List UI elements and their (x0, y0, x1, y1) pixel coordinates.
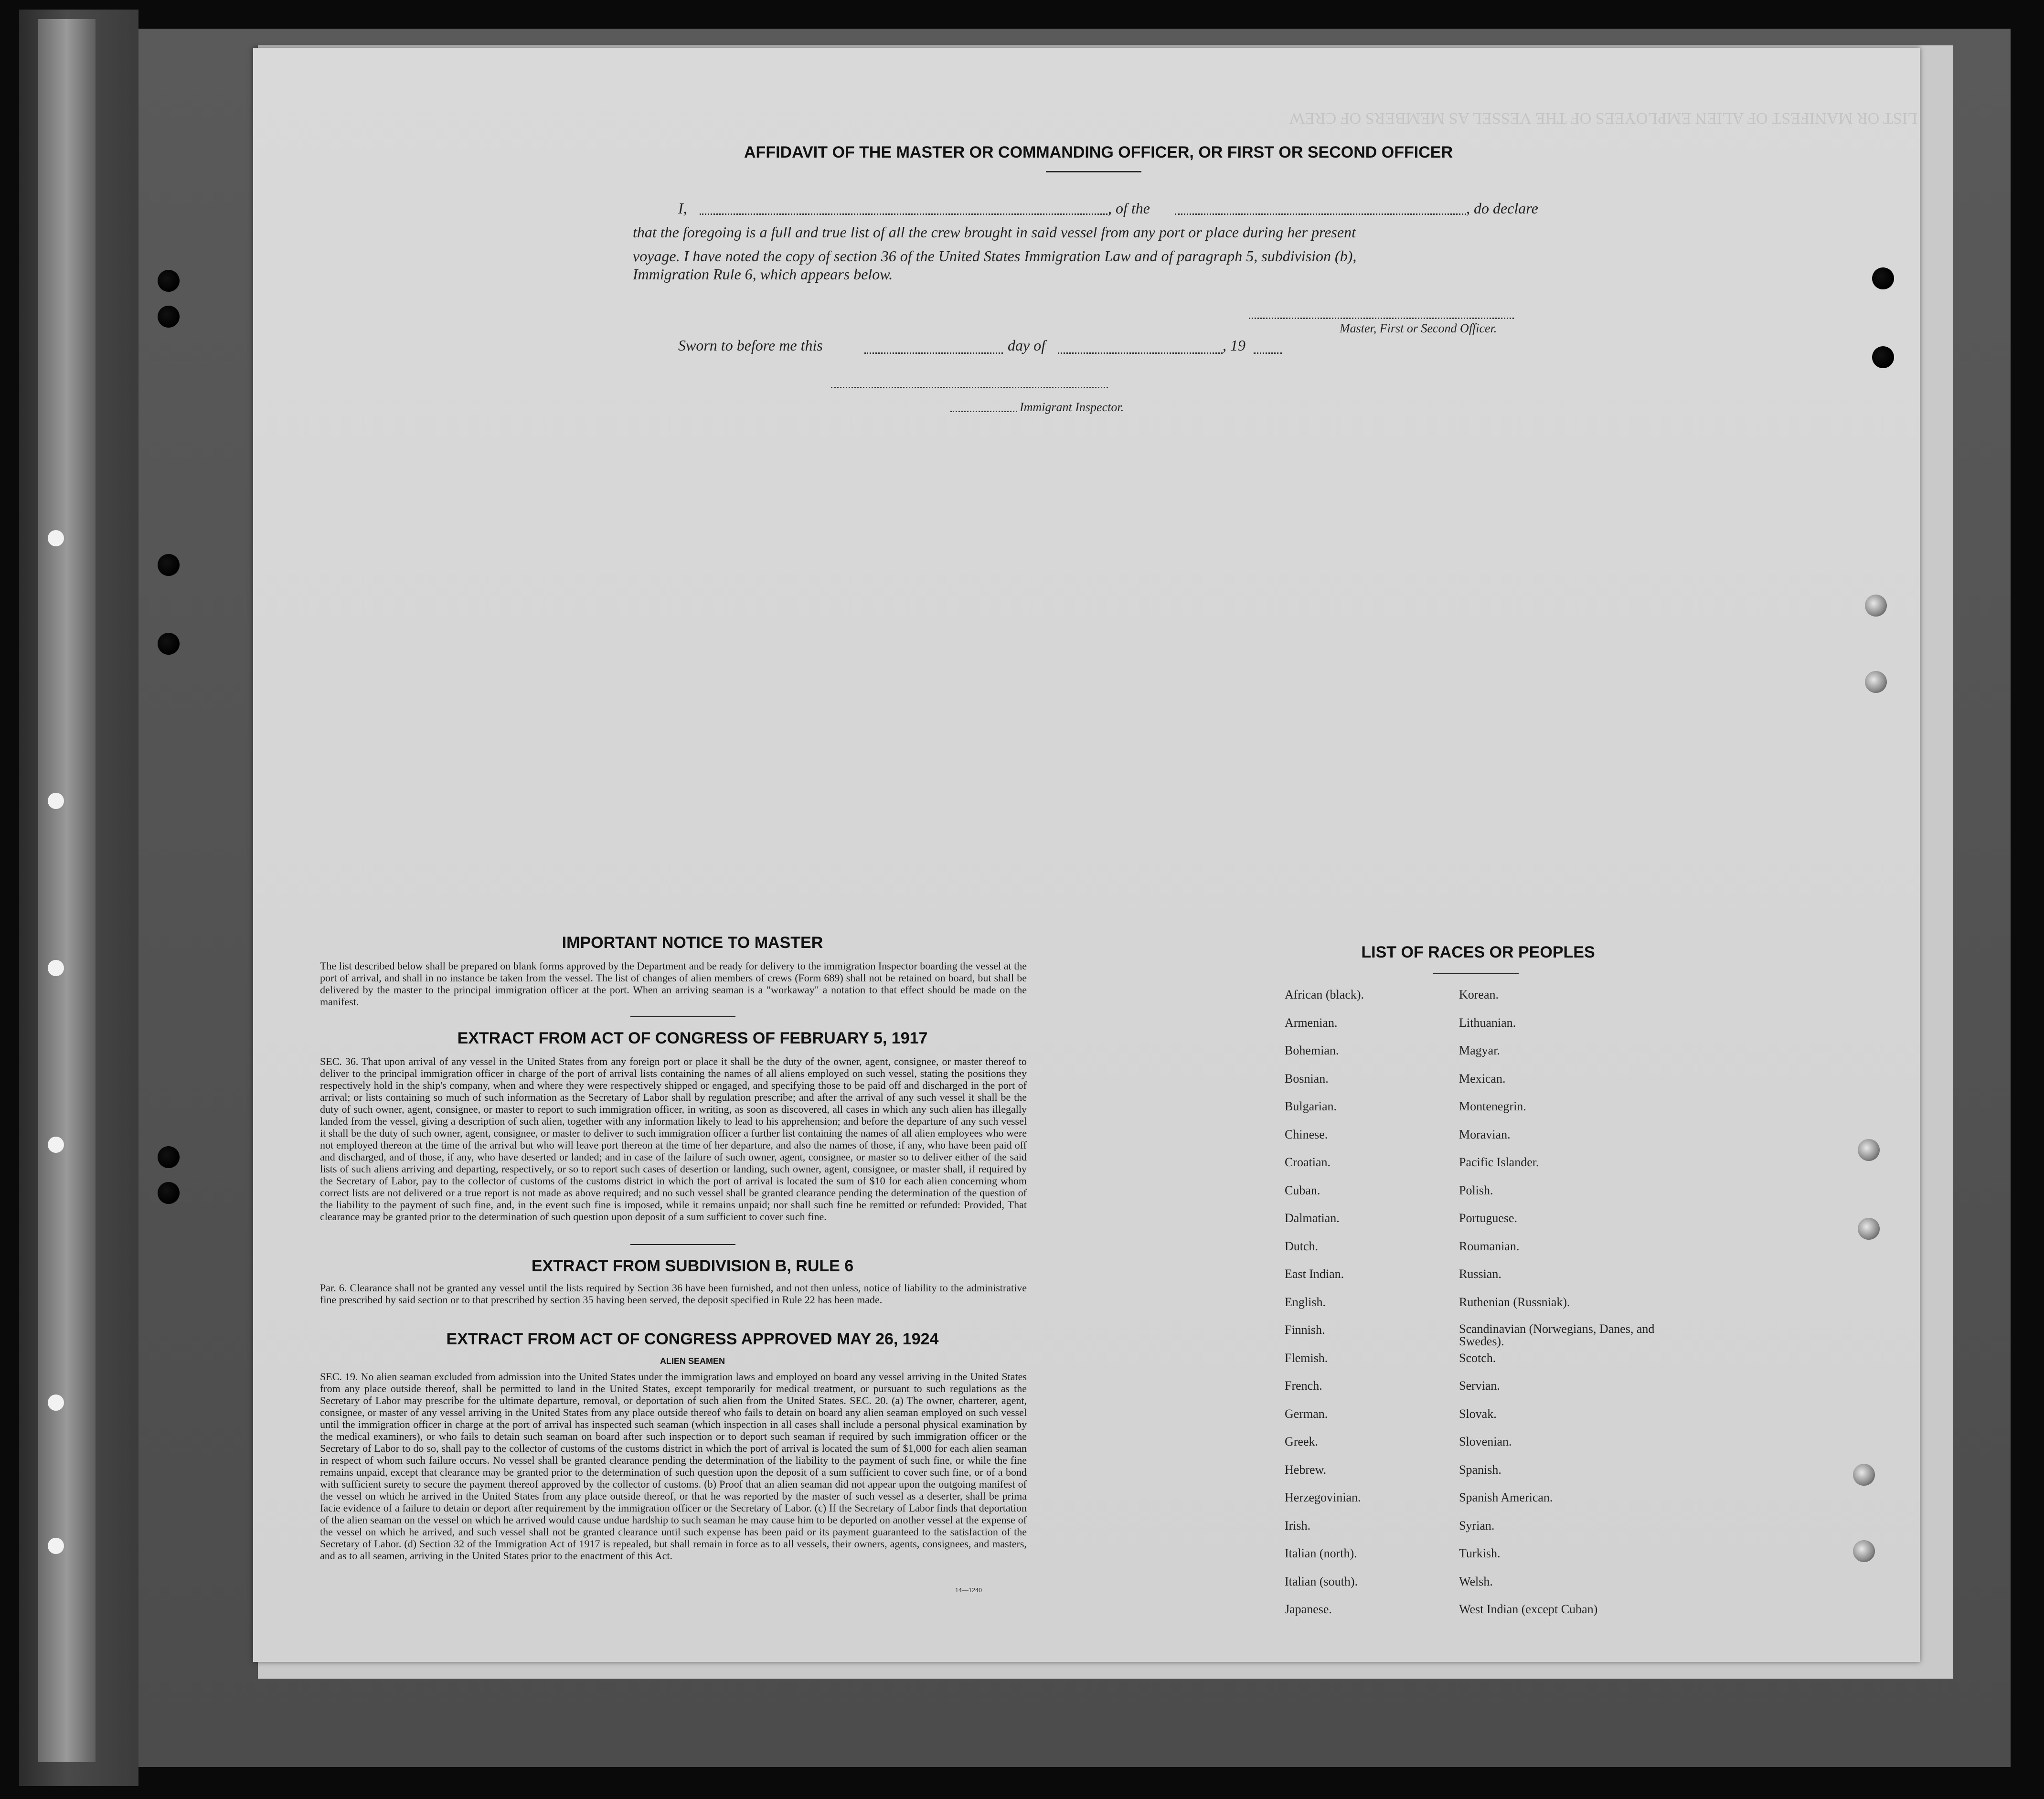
race-item: Slovenian. (1459, 1435, 1512, 1448)
punch-hole (158, 1182, 180, 1204)
binder-hole (48, 960, 64, 976)
punch-hole (1872, 267, 1894, 289)
race-item: Bosnian. (1285, 1071, 1329, 1086)
race-item: Dalmatian. (1285, 1211, 1340, 1225)
race-item: English. (1285, 1295, 1326, 1309)
sworn-day-line[interactable] (864, 352, 1003, 354)
race-item: Cuban. (1285, 1183, 1320, 1197)
affidavit-line-2: that the foregoing is a full and true list of all the crew brought in said vessel from any port or place during her present (633, 224, 1356, 241)
divider (630, 1244, 735, 1245)
race-item: West Indian (except Cuban) (1459, 1602, 1598, 1616)
race-item: Hebrew. (1285, 1462, 1327, 1477)
punch-hole (1858, 1139, 1880, 1161)
divider (630, 1016, 735, 1017)
inspector-label: Immigrant Inspector. (1020, 400, 1124, 414)
binder-hole (48, 530, 64, 546)
punch-hole (1853, 1464, 1875, 1486)
extract-1924-text: SEC. 19. No alien seaman excluded from admission into the United States under the immigration laws and employed on board any vessel arriving in the United States from any place outside thereof, shall be permitted to land in the United States, except temporarily for medical treatment, or pursuant to such regulations as the Secretary of Labor may prescribe for the ultimate departure, removal, or deportation of such alien from the United States. SEC. 20. (a) The owner, charterer, agent, consignee, or master of any vessel arriving in the United States from any place outside thereof who fails to detain on board any alien seaman employed on such vessel until the immigration officer in charge at the port of arrival has inspected such seaman (which inspection in all cases shall include a personal physical examination by the medical examiners), or who fails to detain such seaman on board after such inspection or to deport such seaman if required by such immigration officer or the Secretary of Labor to do so, shall pay to the collector of customs of the customs district in which the port of arrival is located the sum of $1,000 for each alien seaman in respect of whom such failure occurs. No vessel shall be granted clearance pending the determination of the liability to the payment of such fine, or while the fine remains unpaid, except that clearance may be granted prior to the determination of such question upon the deposit of a sum sufficient to cover such fine, or of a bond with sufficient surety to secure the payment thereof approved by the collector of customs. (b) Proof that an alien seaman did not appear upon the outgoing manifest of the vessel on which he arrived in the United States from any place outside thereof, or that he was reported by the master of such vessel as a deserter, shall be prima facie evidence of a failure to detain or deport after requirement by the immigration officer or the Secretary of Labor. (c) If the Secretary of Labor finds that deportation of the alien seaman on the vessel on which he arrived would cause undue hardship to such seaman he may cause him to be deported on another vessel at the expense of the vessel on which he arrived, and such vessel shall not be granted clearance until such expense has been paid or its payment guaranteed to the satisfaction of the Secretary of Labor. (d) Section 32 of the Immigration Act of 1917 is repealed, but shall remain in force as to all vessels, their owners, agents, consignees, and masters, and as to all seamen, arriving in the United States prior to the enactment of this Act. (320, 1371, 1027, 1562)
races-title: LIST OF RACES OR PEOPLES (1361, 943, 1595, 961)
affidavit-i: I, (678, 200, 687, 217)
punch-hole (1865, 671, 1887, 693)
rule6-text: Par. 6. Clearance shall not be granted any vessel until the lists required by Section 36 have been furnished, and not then unless, notice of liability to the administrative fine prescribed by said section or to that prescribed by section 35 having been served, the deposit specified in Rule 22 has been made. (320, 1282, 1027, 1306)
race-item: Mexican. (1459, 1071, 1506, 1086)
punch-hole (1853, 1540, 1875, 1562)
race-item: Servian. (1459, 1379, 1500, 1393)
race-item: Japanese. (1285, 1602, 1332, 1616)
binder-hole (48, 1394, 64, 1411)
punch-hole (1865, 595, 1887, 617)
race-item: Dutch. (1285, 1239, 1319, 1253)
master-signature-line[interactable] (1249, 318, 1514, 319)
vessel-line[interactable] (1175, 213, 1466, 215)
punch-hole (158, 554, 180, 576)
sworn-month-line[interactable] (1058, 352, 1223, 354)
race-item: African (black). (1285, 988, 1364, 1001)
race-item: Roumanian. (1459, 1239, 1520, 1253)
punch-hole (158, 1146, 180, 1168)
race-item: Slovak. (1459, 1406, 1497, 1421)
punch-hole (158, 306, 180, 328)
race-item: Pacific Islander. (1459, 1155, 1539, 1169)
punch-hole (1872, 346, 1894, 368)
binder-strip (38, 19, 96, 1762)
extract-1917-text: SEC. 36. That upon arrival of any vessel in the United States from any foreign port or place it shall be the duty of the owner, agent, consignee, or master thereof to deliver to the principal immigration officer in charge of the port of arrival lists containing the names of all aliens employed on such vessel, stating the positions they respectively hold in the ship's company, when and where they were respectively shipped or engaged, and specifying those to be paid off and discharged in the port of arrival; or lists containing so much of such information as the Secretary of Labor shall by regulation prescribe; and after the arrival of any such vessel it shall be the duty of such owner, agent, consignee, or master to report to such immigration officer, in writing, as soon as discovered, all cases in which any such alien has illegally landed from the vessel, giving a description of such alien, together with any information likely to lead to his apprehension; and before the departure of any such vessel it shall be the duty of such owner, agent, consignee, or master to deliver to such immigration officer a further list containing the names of all alien employees who were not employed thereon at the time of the arrival but who will leave port thereon at the time of her departure, and also the names of those, if any, who have been paid off and discharged, and of those, if any, who have deserted or landed; and in case of the failure of such owner, agent, consignee, or master so to deliver either of the said lists of such aliens arriving and departing, respectively, or so to report such cases of desertion or landing, such owner, agent, consignee, or master shall, if required by the Secretary of Labor, pay to the collector of customs of the customs district in which the port of arrival is located the sum of $10 for each alien concerning whom correct lists are not delivered or a true report is not made as above required; and no such vessel shall be granted clearance pending the determination of the question of the liability to the payment of such fine, and, in the event such fine is imposed, while it remains unpaid; nor shall such fine be remitted or refunded: Provided, That clearance may be granted prior to the determination of such question upon deposit of a sum sufficient to cover such fine. (320, 1055, 1027, 1223)
affidavit-of-the: , of the (1108, 200, 1150, 217)
divider (1433, 973, 1519, 974)
race-item: Italian (south). (1285, 1574, 1358, 1588)
race-item: Polish. (1459, 1183, 1493, 1197)
race-item: French. (1285, 1379, 1322, 1393)
race-item: Scotch. (1459, 1351, 1496, 1365)
race-item: Greek. (1285, 1435, 1319, 1448)
punch-hole (158, 633, 180, 655)
race-item: Portuguese. (1459, 1211, 1518, 1225)
race-item: Irish. (1285, 1518, 1311, 1533)
race-item: Korean. (1459, 988, 1499, 1001)
year-text: , 19 (1223, 337, 1246, 354)
sworn-year-line[interactable] (1254, 352, 1282, 354)
inspector-dots (950, 411, 1017, 412)
race-item: Italian (north). (1285, 1546, 1357, 1560)
race-item: Scandinavian (Norwegians, Danes, and Swedes). (1459, 1322, 1655, 1348)
race-item: Ruthenian (Russniak). (1459, 1295, 1570, 1309)
punch-hole (158, 270, 180, 292)
race-item: Welsh. (1459, 1574, 1493, 1588)
day-of-text: day of (1008, 337, 1046, 354)
races-column-2 (1459, 988, 1669, 1630)
race-item: East Indian. (1285, 1267, 1344, 1281)
race-item: Syrian. (1459, 1518, 1495, 1533)
master-signature-label: Master, First or Second Officer. (1340, 321, 1497, 335)
race-item: Spanish American. (1459, 1490, 1553, 1504)
races-column-1 (1285, 988, 1457, 1630)
sworn-text: Sworn to before me this (678, 337, 823, 354)
form-number: 14—1240 (955, 1587, 982, 1594)
rule6-title: EXTRACT FROM SUBDIVISION B, RULE 6 (531, 1257, 854, 1275)
race-item: Herzegovinian. (1285, 1490, 1361, 1504)
affidavit-title: AFFIDAVIT OF THE MASTER OR COMMANDING OFFICER, OR FIRST OR SECOND OFFICER (744, 143, 1453, 161)
race-item: Chinese. (1285, 1127, 1328, 1141)
race-item: Bulgarian. (1285, 1099, 1337, 1113)
binder-hole (48, 793, 64, 809)
extract-1917-title: EXTRACT FROM ACT OF CONGRESS OF FEBRUARY 5, 1917 (457, 1029, 928, 1047)
race-item: Croatian. (1285, 1155, 1331, 1169)
name-line[interactable] (700, 213, 1110, 215)
affidavit-line-4: Immigration Rule 6, which appears below. (633, 266, 893, 283)
race-item: Flemish. (1285, 1351, 1328, 1365)
race-item: German. (1285, 1406, 1328, 1421)
race-item: Bohemian. (1285, 1043, 1339, 1057)
race-item: Magyar. (1459, 1043, 1500, 1057)
race-item: Moravian. (1459, 1127, 1511, 1141)
binder-hole (48, 1538, 64, 1554)
notice-text: The list described below shall be prepared on blank forms approved by the Department and be ready for delivery to the immigration Inspector boarding the vessel at the port of arrival, and shall in no instance be taken from the vessel. The list of changes of alien members of crews (Form 689) shall not be retained on board, but shall be delivered by the master to the principal immigration officer at the port. When an arriving seaman is a "workaway" a notation to that effect should be made on the manifest. (320, 960, 1027, 1008)
race-item: Armenian. (1285, 1015, 1338, 1030)
affidavit-line-3: voyage. I have noted the copy of section 36 of the United States Immigration Law and of paragraph 5, subdivision (b), (633, 247, 1357, 265)
punch-hole (1858, 1218, 1880, 1240)
race-item: Spanish. (1459, 1462, 1501, 1477)
extract-1924-title: EXTRACT FROM ACT OF CONGRESS APPROVED MAY 26, 1924 (446, 1330, 939, 1348)
race-item: Russian. (1459, 1267, 1501, 1281)
divider (1046, 171, 1141, 172)
extract-1924-subtitle: ALIEN SEAMEN (660, 1356, 725, 1366)
notice-title: IMPORTANT NOTICE TO MASTER (562, 934, 823, 952)
race-item: Lithuanian. (1459, 1015, 1516, 1030)
affidavit-do-declare: , do declare (1466, 200, 1538, 217)
race-item: Turkish. (1459, 1546, 1501, 1560)
inspector-signature-line[interactable] (831, 387, 1108, 388)
binder-hole (48, 1137, 64, 1153)
bleed-through-text: LIST OR MANIFEST OF ALIEN EMPLOYEES OF THE VESSEL AS MEMBERS OF CREW (1289, 109, 1917, 127)
race-item: Finnish. (1285, 1323, 1325, 1337)
race-item: Montenegrin. (1459, 1099, 1526, 1113)
